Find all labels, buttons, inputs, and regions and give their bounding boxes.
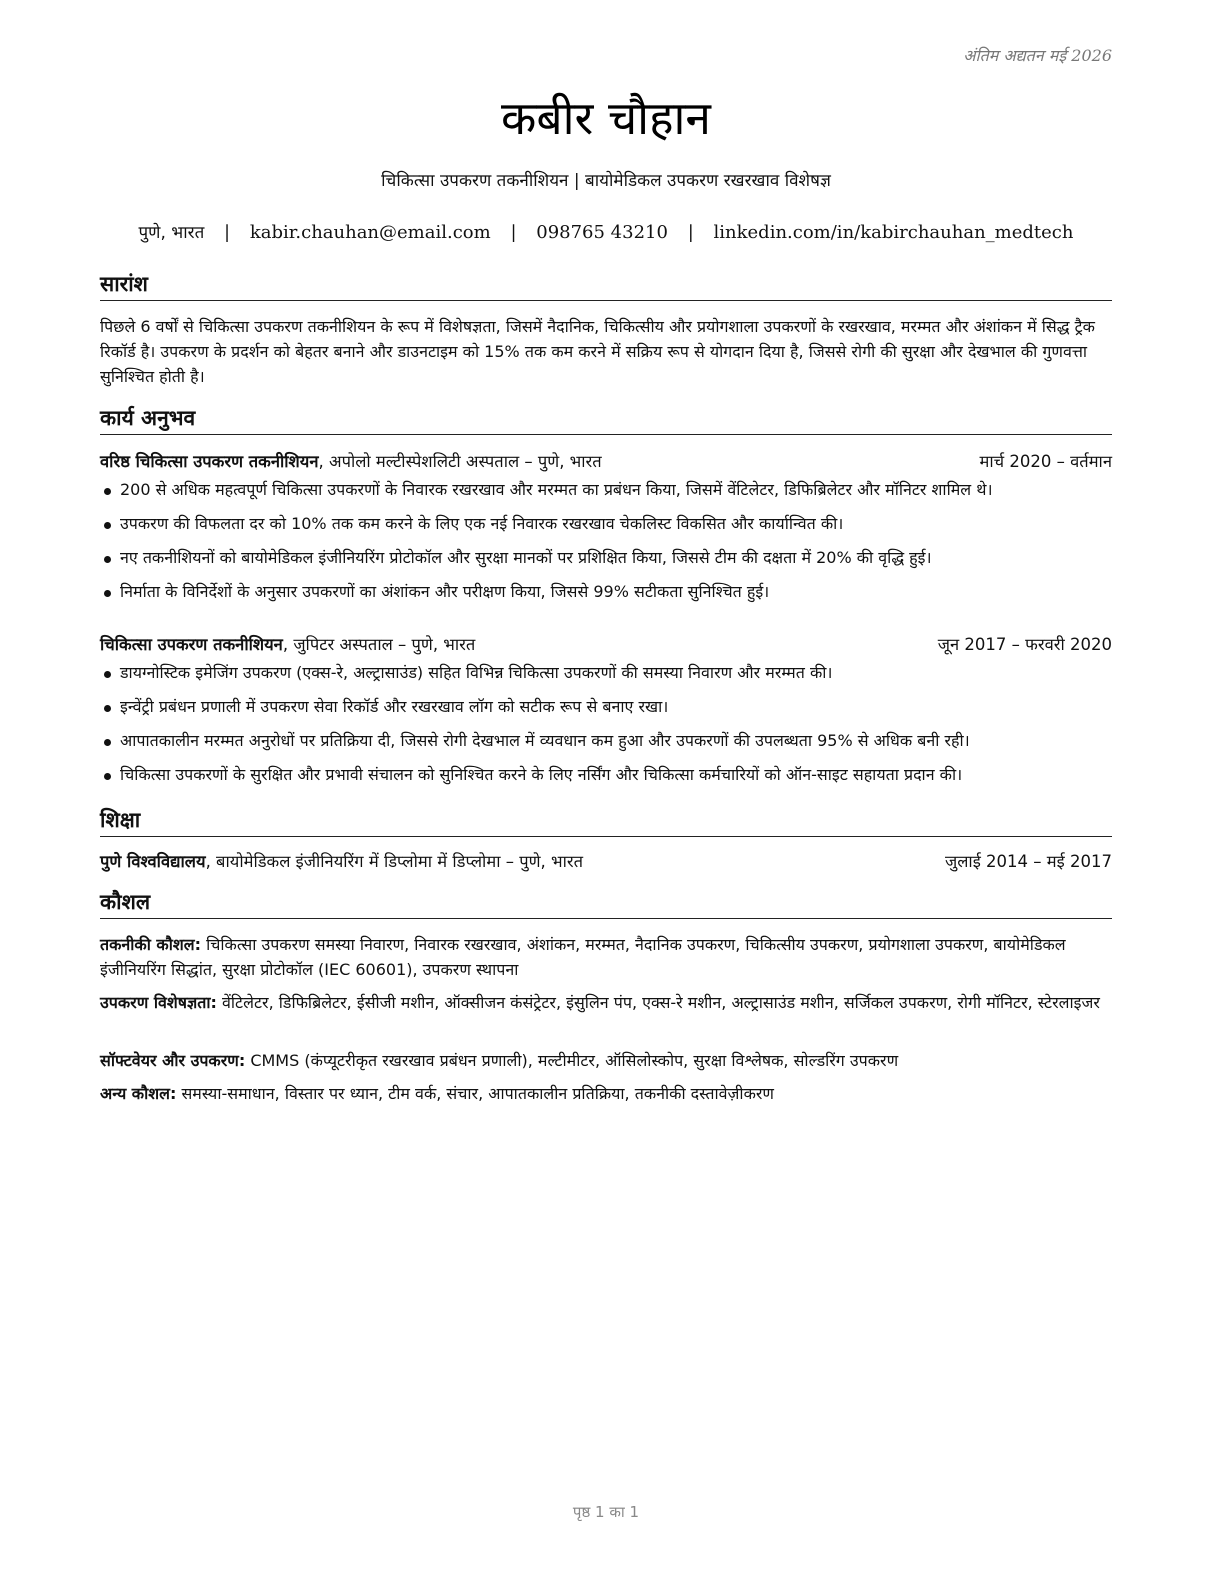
contact-line (100, 220, 1112, 243)
skill-group (100, 932, 1112, 982)
contact-separator: | (687, 222, 694, 243)
candidate-name: कबीर चौहान (501, 91, 711, 145)
last-updated: अंतिम अद्यतन मई 2026 (963, 46, 1112, 65)
list-item: डायग्नोस्टिक इमेजिंग उपकरण (एक्स-रे, अल्ट्रासाउंड) सहित विभिन्न चिकित्सा उपकरणों की समस्या निवारण और मरम्मत की। (100, 661, 1112, 695)
job-org: , जुपिटर अस्पताल – पुणे, भारत (282, 635, 476, 654)
professional-title: चिकित्सा उपकरण तकनीशियन | बायोमेडिकल उपकरण रखरखाव विशेषज्ञ (381, 171, 831, 191)
job-bullets (100, 478, 1112, 614)
skills-heading: कौशल (100, 888, 1112, 919)
list-item: निर्माता के विनिर्देशों के अनुसार उपकरणों का अंशांकन और परीक्षण किया, जिससे 99% सटीकता सुनिश्चित हुई। (100, 580, 1112, 614)
skill-text: CMMS (कंप्यूटरीकृत रखरखाव प्रबंधन प्रणाली), मल्टीमीटर, ऑसिलोस्कोप, सुरक्षा विश्लेषक, सोल्डरिंग उपकरण (245, 1051, 899, 1070)
summary-text: पिछले 6 वर्षों से चिकित्सा उपकरण तकनीशियन के रूप में विशेषज्ञता, जिसमें नैदानिक, चिकित्सीय और प्रयोगशाला उपकरणों के रखरखाव, मरम्मत और अंशांकन में सिद्ध ट्रैक रिकॉर्ड है। उपकरण के प्रदर्शन को बेहतर बनाने और डाउनटाइम को 15% तक कम करने में सक्रिय रूप से योगदान दिया है, जिससे रोगी की सुरक्षा और देखभाल की गुणवत्ता सुनिश्चित होती है। (100, 317, 1095, 386)
degree-detail: , बायोमेडिकल इंजीनियरिंग में डिप्लोमा में डिप्लोमा – पुणे, भारत (205, 852, 584, 871)
resume-page (100, 0, 1112, 1584)
skill-text: समस्या-समाधान, विस्तार पर ध्यान, टीम वर्क, संचार, आपातकालीन प्रतिक्रिया, तकनीकी दस्तावेज़ीकरण (176, 1084, 774, 1103)
list-item: उपकरण की विफलता दर को 10% तक कम करने के लिए एक नई निवारक रखरखाव चेकलिस्ट विकसित और कार्यान्वित की। (100, 512, 1112, 546)
experience-heading: कार्य अनुभव (100, 404, 1112, 435)
summary-heading: सारांश (100, 270, 1112, 301)
job-header (100, 632, 1112, 656)
list-item: आपातकालीन मरम्मत अनुरोधों पर प्रतिक्रिया दी, जिससे रोगी देखभाल में व्यवधान कम हुआ और उपकरणों की उपलब्धता 95% से अधिक बनी रही। (100, 729, 1112, 763)
education-entry (100, 849, 1112, 873)
skill-group (100, 1081, 1112, 1106)
job-bullets (100, 661, 1112, 797)
contact-separator: | (224, 222, 231, 243)
skill-label: अन्य कौशल: (100, 1084, 177, 1103)
education-dates: जुलाई 2014 – मई 2017 (945, 852, 1112, 871)
job-dates: जून 2017 – फरवरी 2020 (937, 635, 1112, 654)
skill-text: वेंटिलेटर, डिफिब्रिलेटर, ईसीजी मशीन, ऑक्सीजन कंसंट्रेटर, इंसुलिन पंप, एक्स-रे मशीन, अल्ट्रासाउंड मशीन, सर्जिकल उपकरण, रोगी मॉनिटर, स्टेरलाइजर (216, 993, 1100, 1012)
job-title: वरिष्ठ चिकित्सा उपकरण तकनीशियन (100, 452, 319, 471)
contact-email[interactable]: kabir.chauhan@email.com (249, 222, 491, 243)
list-item: 200 से अधिक महत्वपूर्ण चिकित्सा उपकरणों के निवारक रखरखाव और मरम्मत का प्रबंधन किया, जिसमें वेंटिलेटर, डिफिब्रिलेटर और मॉनिटर शामिल थे। (100, 478, 1112, 512)
job-dates: मार्च 2020 – वर्तमान (979, 452, 1112, 471)
page-number: पृष्ठ 1 का 1 (572, 1503, 640, 1521)
contact-phone: 098765 43210 (536, 222, 668, 243)
list-item: नए तकनीशियनों को बायोमेडिकल इंजीनियरिंग प्रोटोकॉल और सुरक्षा मानकों पर प्रशिक्षित किया, जिससे टीम की दक्षता में 20% की वृद्धि हुई। (100, 546, 1112, 580)
skill-text: चिकित्सा उपकरण समस्या निवारण, निवारक रखरखाव, अंशांकन, मरम्मत, नैदानिक उपकरण, चिकित्सीय उपकरण, प्रयोगशाला उपकरण, बायोमेडिकल इंजीनियरिंग सिद्धांत, सुरक्षा प्रोटोकॉल (IEC 60601), उपकरण स्थापना (100, 935, 1066, 979)
skill-label: सॉफ्टवेयर और उपकरण: (100, 1051, 246, 1070)
skill-group (100, 1048, 1112, 1073)
education-heading: शिक्षा (100, 806, 1112, 837)
job-title: चिकित्सा उपकरण तकनीशियन (100, 635, 283, 654)
skill-label: उपकरण विशेषज्ञता: (100, 993, 217, 1012)
contact-linkedin[interactable]: linkedin.com/in/kabirchauhan_medtech (713, 222, 1074, 243)
contact-separator: | (510, 222, 517, 243)
skill-label: तकनीकी कौशल: (100, 935, 201, 954)
job-header (100, 449, 1112, 473)
job-org: , अपोलो मल्टीस्पेशलिटी अस्पताल – पुणे, भारत (318, 452, 602, 471)
list-item: इन्वेंट्री प्रबंधन प्रणाली में उपकरण सेवा रिकॉर्ड और रखरखाव लॉग को सटीक रूप से बनाए रखा। (100, 695, 1112, 729)
contact-location: पुणे, भारत (138, 223, 205, 243)
school-name: पुणे विश्वविद्यालय (100, 852, 206, 871)
skill-group (100, 990, 1112, 1015)
list-item: चिकित्सा उपकरणों के सुरक्षित और प्रभावी संचालन को सुनिश्चित करने के लिए नर्सिंग और चिकित्सा कर्मचारियों को ऑन-साइट सहायता प्रदान की। (100, 763, 1112, 797)
